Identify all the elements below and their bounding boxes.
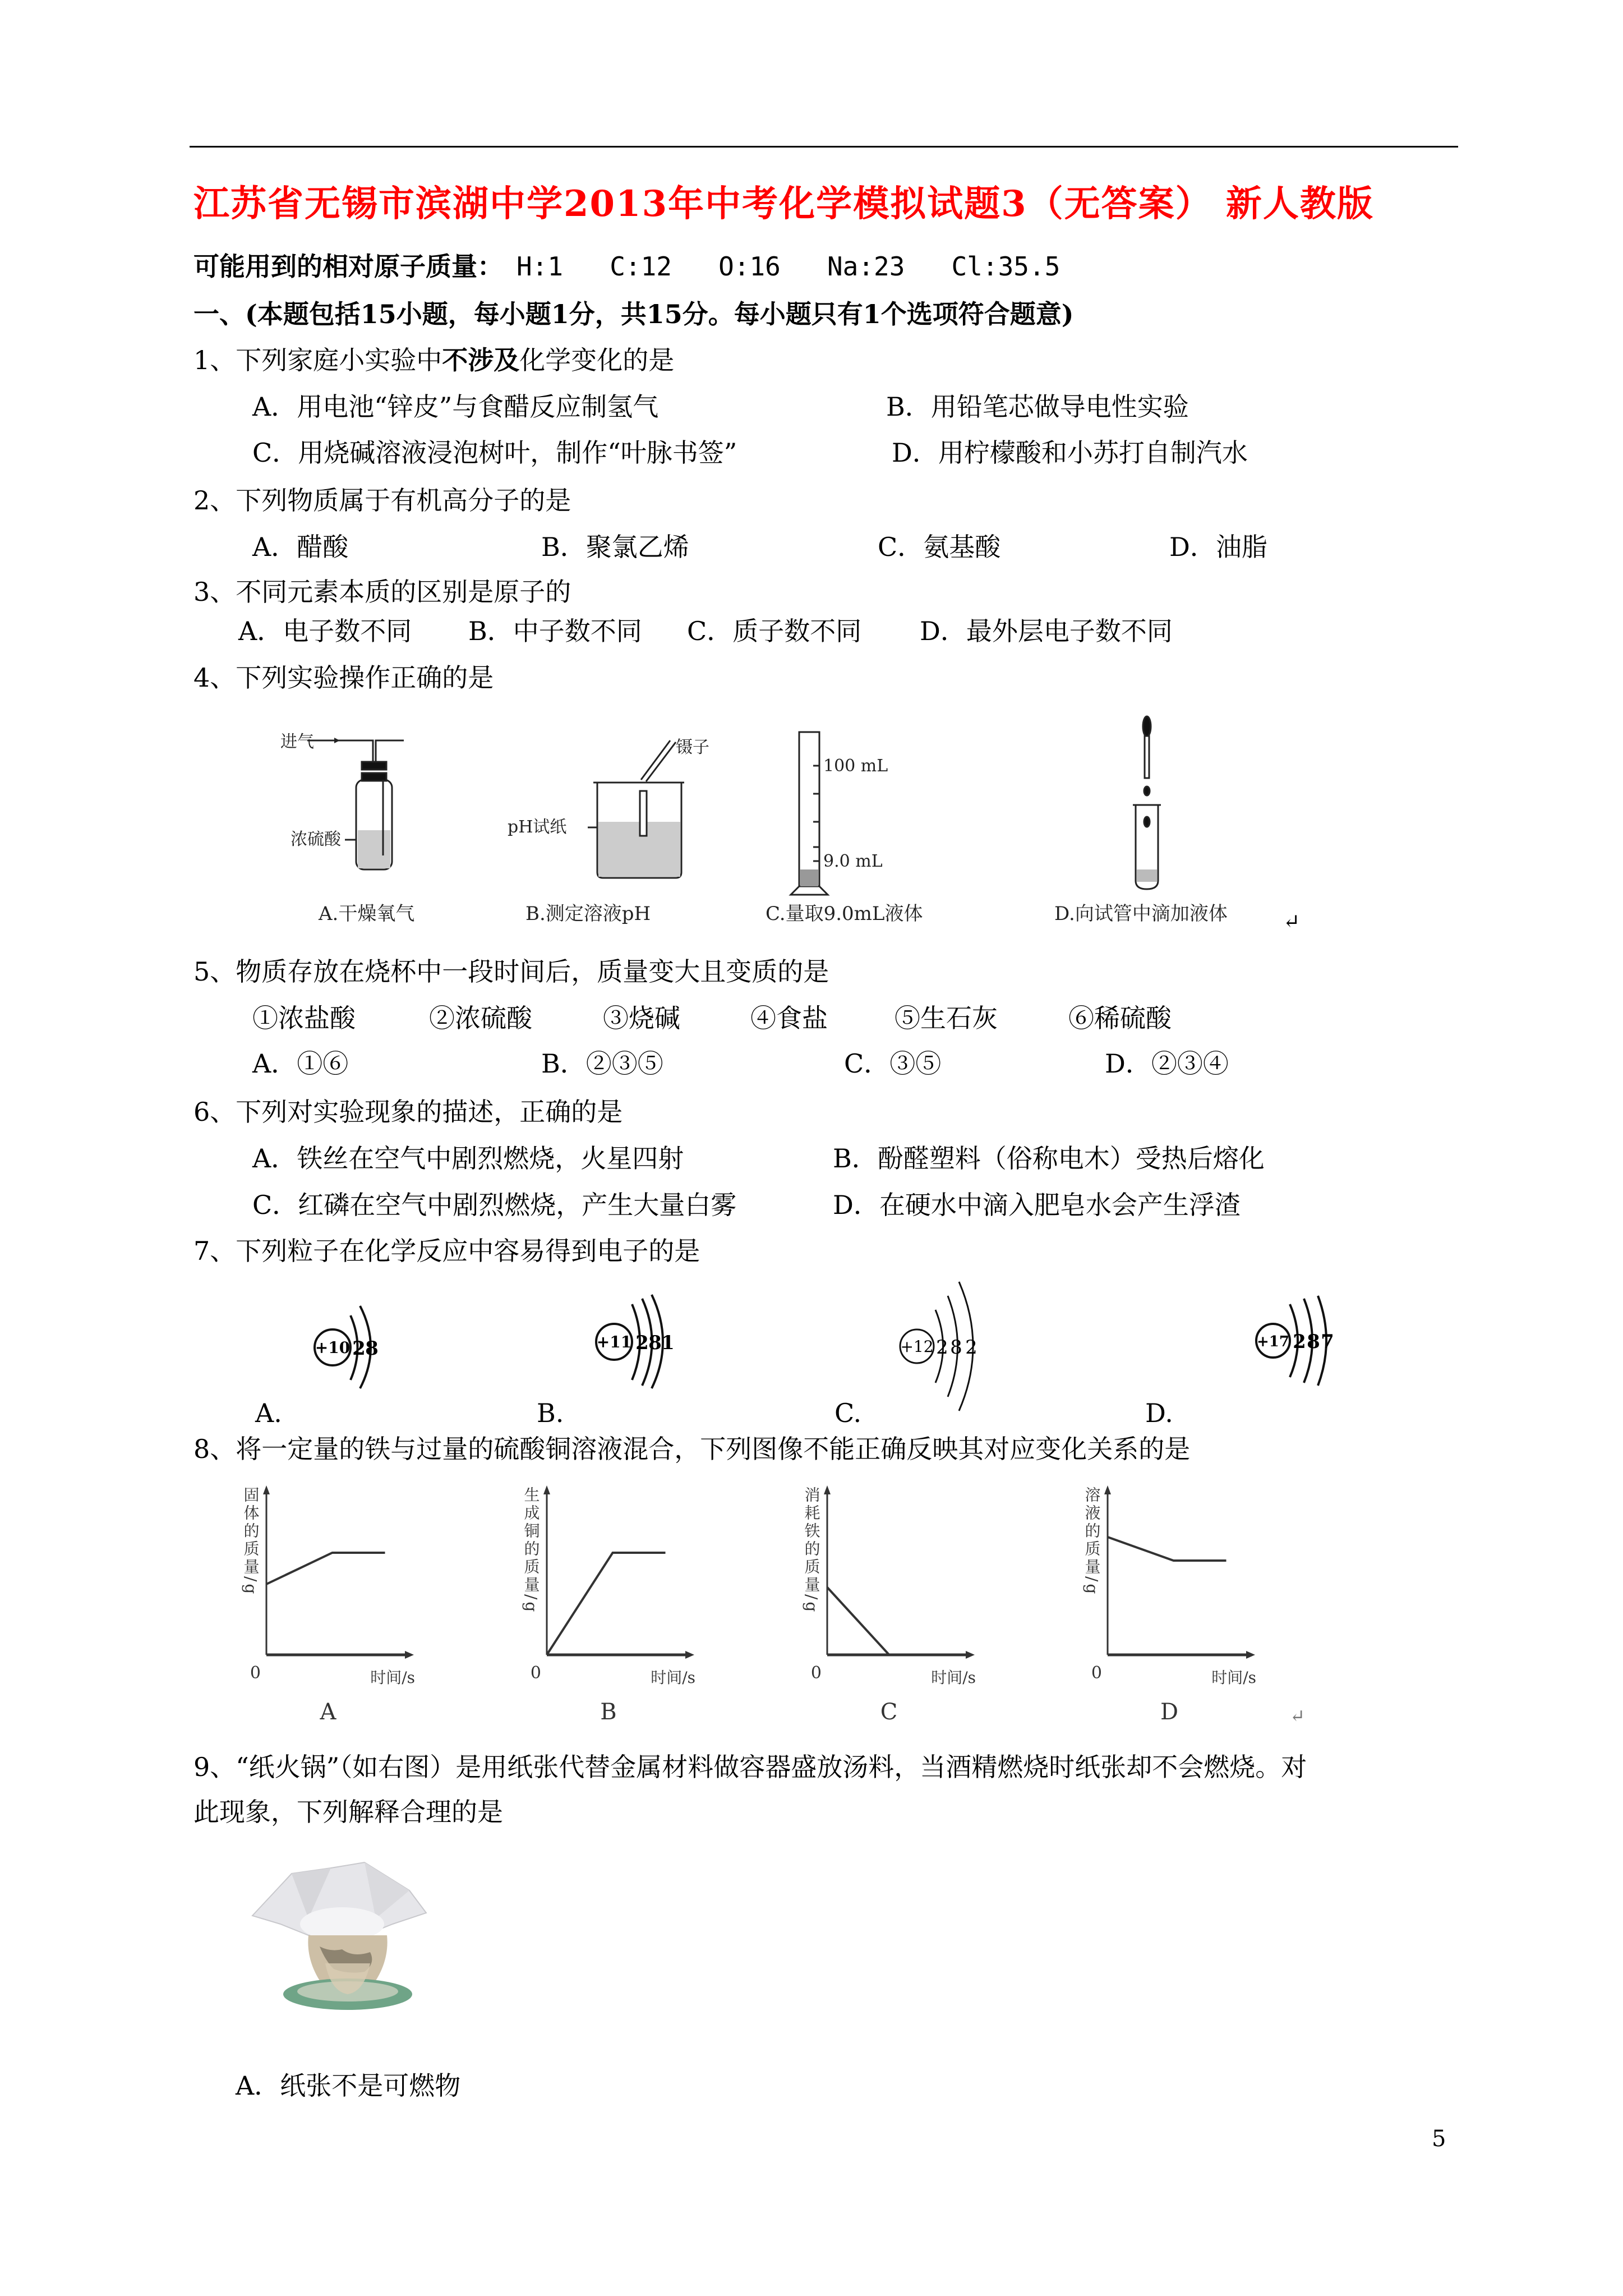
q2-option-c[interactable]: C．氨基酸: [878, 532, 1001, 562]
nucleus-charge-b: +11: [596, 1333, 632, 1351]
inlet-tube: [336, 740, 373, 762]
caption-c: C.量取9.0mL液体: [766, 903, 923, 925]
shell-b-1: 2: [635, 1332, 649, 1354]
question-4-stem: 4、下列实验操作正确的是: [193, 662, 494, 693]
nucleus-charge-d: +17: [1257, 1333, 1289, 1350]
paper-hotpot-image: [236, 1851, 449, 2019]
q8-charts-svg: [236, 1475, 1357, 1722]
atomic-mass-na: Na:23: [827, 251, 905, 282]
label-ph-paper: pH试纸: [508, 817, 567, 837]
tweezers-2: [646, 742, 676, 781]
atomic-mass-h: H:1: [517, 251, 564, 282]
question-1-stem: [193, 343, 674, 377]
question-8-stem: 8、将一定量的铁与过量的硫酸铜溶液混合，下列图像不能正确反映其对应变化关系的是: [193, 1434, 1191, 1464]
label-conc-sulfuric-acid: 浓硫酸: [291, 830, 341, 849]
outlet-tube: [376, 740, 404, 762]
chart-B-series-line: [547, 1553, 666, 1655]
q5-item-5: ⑤生石灰: [895, 1003, 998, 1033]
tube-liquid: [1137, 869, 1157, 882]
page-title: 江苏省无锡市滨湖中学2013年中考化学模拟试题3（无答案） 新人教版: [193, 183, 1374, 225]
q7-label-d[interactable]: D.: [1145, 1398, 1173, 1428]
dropper-test-tube-figure: [1133, 716, 1161, 889]
q5-option-b[interactable]: B．②③⑤: [541, 1048, 663, 1079]
q2-option-b[interactable]: B．聚氯乙烯: [541, 532, 689, 562]
question-5-stem: 5、物质存放在烧杯中一段时间后，质量变大且变质的是: [193, 956, 829, 987]
atomic-mass-o: O:16: [718, 251, 781, 282]
q5-item-6: ⑥稀硫酸: [1068, 1003, 1172, 1033]
atomic-masses-line: [193, 250, 1060, 283]
q5-item-3: ③烧碱: [603, 1003, 680, 1033]
drop-inside: [1144, 817, 1150, 827]
q7-label-b[interactable]: B.: [537, 1398, 564, 1428]
drop-falling: [1144, 786, 1150, 795]
question-6-stem: 6、下列对实验现象的描述，正确的是: [193, 1097, 623, 1127]
page-number: 5: [1432, 2126, 1446, 2152]
chart-B-y-arrow: [543, 1485, 550, 1494]
q8-charts: [236, 1475, 1357, 1722]
acid-liquid: [358, 830, 390, 868]
question-9-stem-line1: 9、“纸火锅”（如右图）是用纸张代替金属材料做容器盛放汤料，当酒精燃烧时纸张却不会燃烧。对: [193, 1752, 1307, 1782]
chart-A-origin-label: 0: [250, 1663, 261, 1683]
q7-label-a[interactable]: A.: [255, 1398, 282, 1428]
question-9-stem-line2: 此现象，下列解释合理的是: [193, 1797, 503, 1827]
question-1-stem-prefix: 1、下列家庭小实验中: [193, 345, 442, 375]
shell-b-2: 8: [648, 1332, 662, 1354]
q2-option-a[interactable]: A．醋酸: [252, 532, 349, 562]
q3-option-c[interactable]: C．质子数不同: [687, 616, 862, 646]
gas-washing-bottle-figure: [307, 738, 404, 869]
chart-B-xlabel: 时间/s: [651, 1668, 695, 1687]
paragraph-mark: ↵: [1283, 910, 1301, 933]
q3-option-b[interactable]: B．中子数不同: [468, 616, 642, 646]
ph-paper: [640, 791, 647, 836]
caption-a: A.干燥氧气: [319, 903, 415, 925]
nucleus-charge-c: +12: [900, 1337, 934, 1356]
shell-d-1: 2: [1293, 1331, 1306, 1353]
atomic-mass-cl: Cl:35.5: [951, 251, 1061, 282]
question-7-stem: 7、下列粒子在化学反应中容易得到电子的是: [193, 1236, 700, 1266]
chart-B-panel-label: B: [600, 1699, 617, 1722]
question-1-stem-suffix: 化学变化的是: [519, 345, 675, 375]
chart-D-origin-label: 0: [1091, 1663, 1102, 1683]
atomic-mass-c: C:12: [610, 251, 672, 282]
shell-d-2: 8: [1307, 1331, 1320, 1353]
caption-b: B.测定溶液pH: [525, 903, 651, 925]
q5-item-2: ②浓硫酸: [429, 1003, 532, 1033]
q1-option-c[interactable]: C．用烧碱溶液浸泡树叶，制作“叶脉书签”: [252, 438, 737, 468]
q5-item-4: ④食盐: [750, 1003, 828, 1033]
hotpot-paper: [252, 1862, 426, 1941]
tweezers: [641, 740, 670, 780]
question-1-emphasis: 不涉及: [442, 345, 520, 375]
nucleus-charge-a: +10: [315, 1338, 351, 1357]
chart-C-series-line: [827, 1588, 946, 1655]
q1-option-b[interactable]: B．用铅笔芯做导电性实验: [886, 392, 1189, 422]
shell-a-2: 8: [365, 1337, 379, 1360]
cylinder-base: [791, 886, 828, 895]
shell-a-1: 2: [352, 1337, 366, 1360]
q6-option-c[interactable]: C．红磷在空气中剧烈燃烧，产生大量白雾: [252, 1190, 737, 1220]
dropper-bulb: [1143, 716, 1151, 737]
graduated-cylinder-figure: [791, 732, 828, 895]
q3-option-d[interactable]: D．最外层电子数不同: [920, 616, 1173, 646]
question-2-stem: 2、下列物质属于有机高分子的是: [193, 485, 571, 516]
q1-option-d[interactable]: D．用柠檬酸和小苏打自制汽水: [892, 438, 1248, 468]
chart-D-x-arrow: [1246, 1651, 1255, 1659]
q5-item-1: ①浓盐酸: [252, 1003, 356, 1033]
shell-d-3: 7: [1321, 1331, 1334, 1353]
shell-b-3: 1: [661, 1332, 675, 1354]
chart-C-x-arrow: [966, 1651, 975, 1659]
section-header: 一、(本题包括15小题，每小题1分，共15分。每小题只有1个选项符合题意): [193, 299, 1074, 329]
q9-option-a[interactable]: A．纸张不是可燃物: [236, 2070, 461, 2101]
q2-option-d[interactable]: D．油脂: [1169, 532, 1267, 562]
q6-option-a[interactable]: A．铁丝在空气中剧烈燃烧，火星四射: [252, 1143, 684, 1174]
hotpot-stove: [283, 1935, 412, 2010]
chart-D-ylabel: 溶液的质量/g: [1082, 1487, 1101, 1596]
label-100ml: 100 mL: [823, 756, 888, 776]
q6-option-b[interactable]: B．酚醛塑料（俗称电木）受热后熔化: [833, 1143, 1265, 1174]
chart-A-ylabel: 固体的质量/g: [241, 1487, 260, 1596]
label-gas-in: 进气: [280, 732, 314, 752]
q7-atom-diagrams: [213, 1273, 1447, 1436]
paragraph-mark: ↵: [1290, 1705, 1305, 1722]
beaker-figure: [588, 740, 684, 878]
inlet-arrowhead: [334, 738, 340, 743]
q7-label-c[interactable]: C.: [834, 1398, 862, 1428]
q5-option-d[interactable]: D．②③④: [1105, 1048, 1229, 1079]
chart-C-origin-label: 0: [810, 1663, 822, 1683]
chart-B-ylabel: 生成铜的质量/g: [522, 1487, 541, 1614]
chart-D-panel-label: D: [1160, 1699, 1179, 1722]
cylinder-liquid: [800, 869, 818, 886]
chart-C-xlabel: 时间/s: [931, 1668, 976, 1687]
q5-option-a[interactable]: A．①⑥: [252, 1048, 349, 1079]
chart-C-y-arrow: [824, 1485, 831, 1494]
chart-D-series-line: [1108, 1537, 1227, 1561]
stopper-top: [362, 762, 386, 770]
atomic-masses-label: 可能用到的相对原子质量：: [193, 251, 503, 282]
shell-c-2: 8: [950, 1336, 962, 1359]
chart-A-series-line: [266, 1553, 385, 1584]
stopper-bottom: [362, 773, 386, 781]
chart-C-panel-label: C: [880, 1699, 898, 1722]
q5-option-c[interactable]: C．③⑤: [844, 1048, 942, 1079]
chart-A-panel-label: A: [320, 1699, 336, 1722]
chart-A-xlabel: 时间/s: [370, 1668, 415, 1687]
q4-apparatus-svg: [224, 707, 1346, 942]
chart-B-x-arrow: [685, 1651, 694, 1659]
chart-B-origin-label: 0: [530, 1663, 541, 1683]
chart-D-xlabel: 时间/s: [1211, 1668, 1256, 1687]
chart-C-ylabel: 消耗铁的质量/g: [802, 1487, 821, 1614]
label-9ml: 9.0 mL: [823, 852, 883, 871]
question-3-stem: 3、不同元素本质的区别是原子的: [193, 577, 571, 607]
chart-A-y-arrow: [263, 1485, 270, 1494]
q3-option-a[interactable]: A．电子数不同: [238, 616, 412, 646]
q4-figures: [224, 707, 1346, 942]
shell-c-3: 2: [965, 1336, 978, 1359]
label-tweezers: 镊子: [676, 738, 709, 757]
header-rule: [190, 146, 1458, 148]
dropper-tube: [1145, 736, 1149, 778]
chart-A-x-arrow: [405, 1651, 414, 1659]
q1-option-a[interactable]: A．用电池“锌皮”与食醋反应制氢气: [252, 392, 659, 422]
chart-D-y-arrow: [1104, 1485, 1111, 1494]
q6-option-d[interactable]: D．在硬水中滴入肥皂水会产生浮渣: [833, 1190, 1241, 1220]
caption-d: D.向试管中滴加液体: [1054, 903, 1228, 925]
cylinder-body: [799, 732, 819, 886]
shell-c-1: 2: [936, 1336, 948, 1359]
